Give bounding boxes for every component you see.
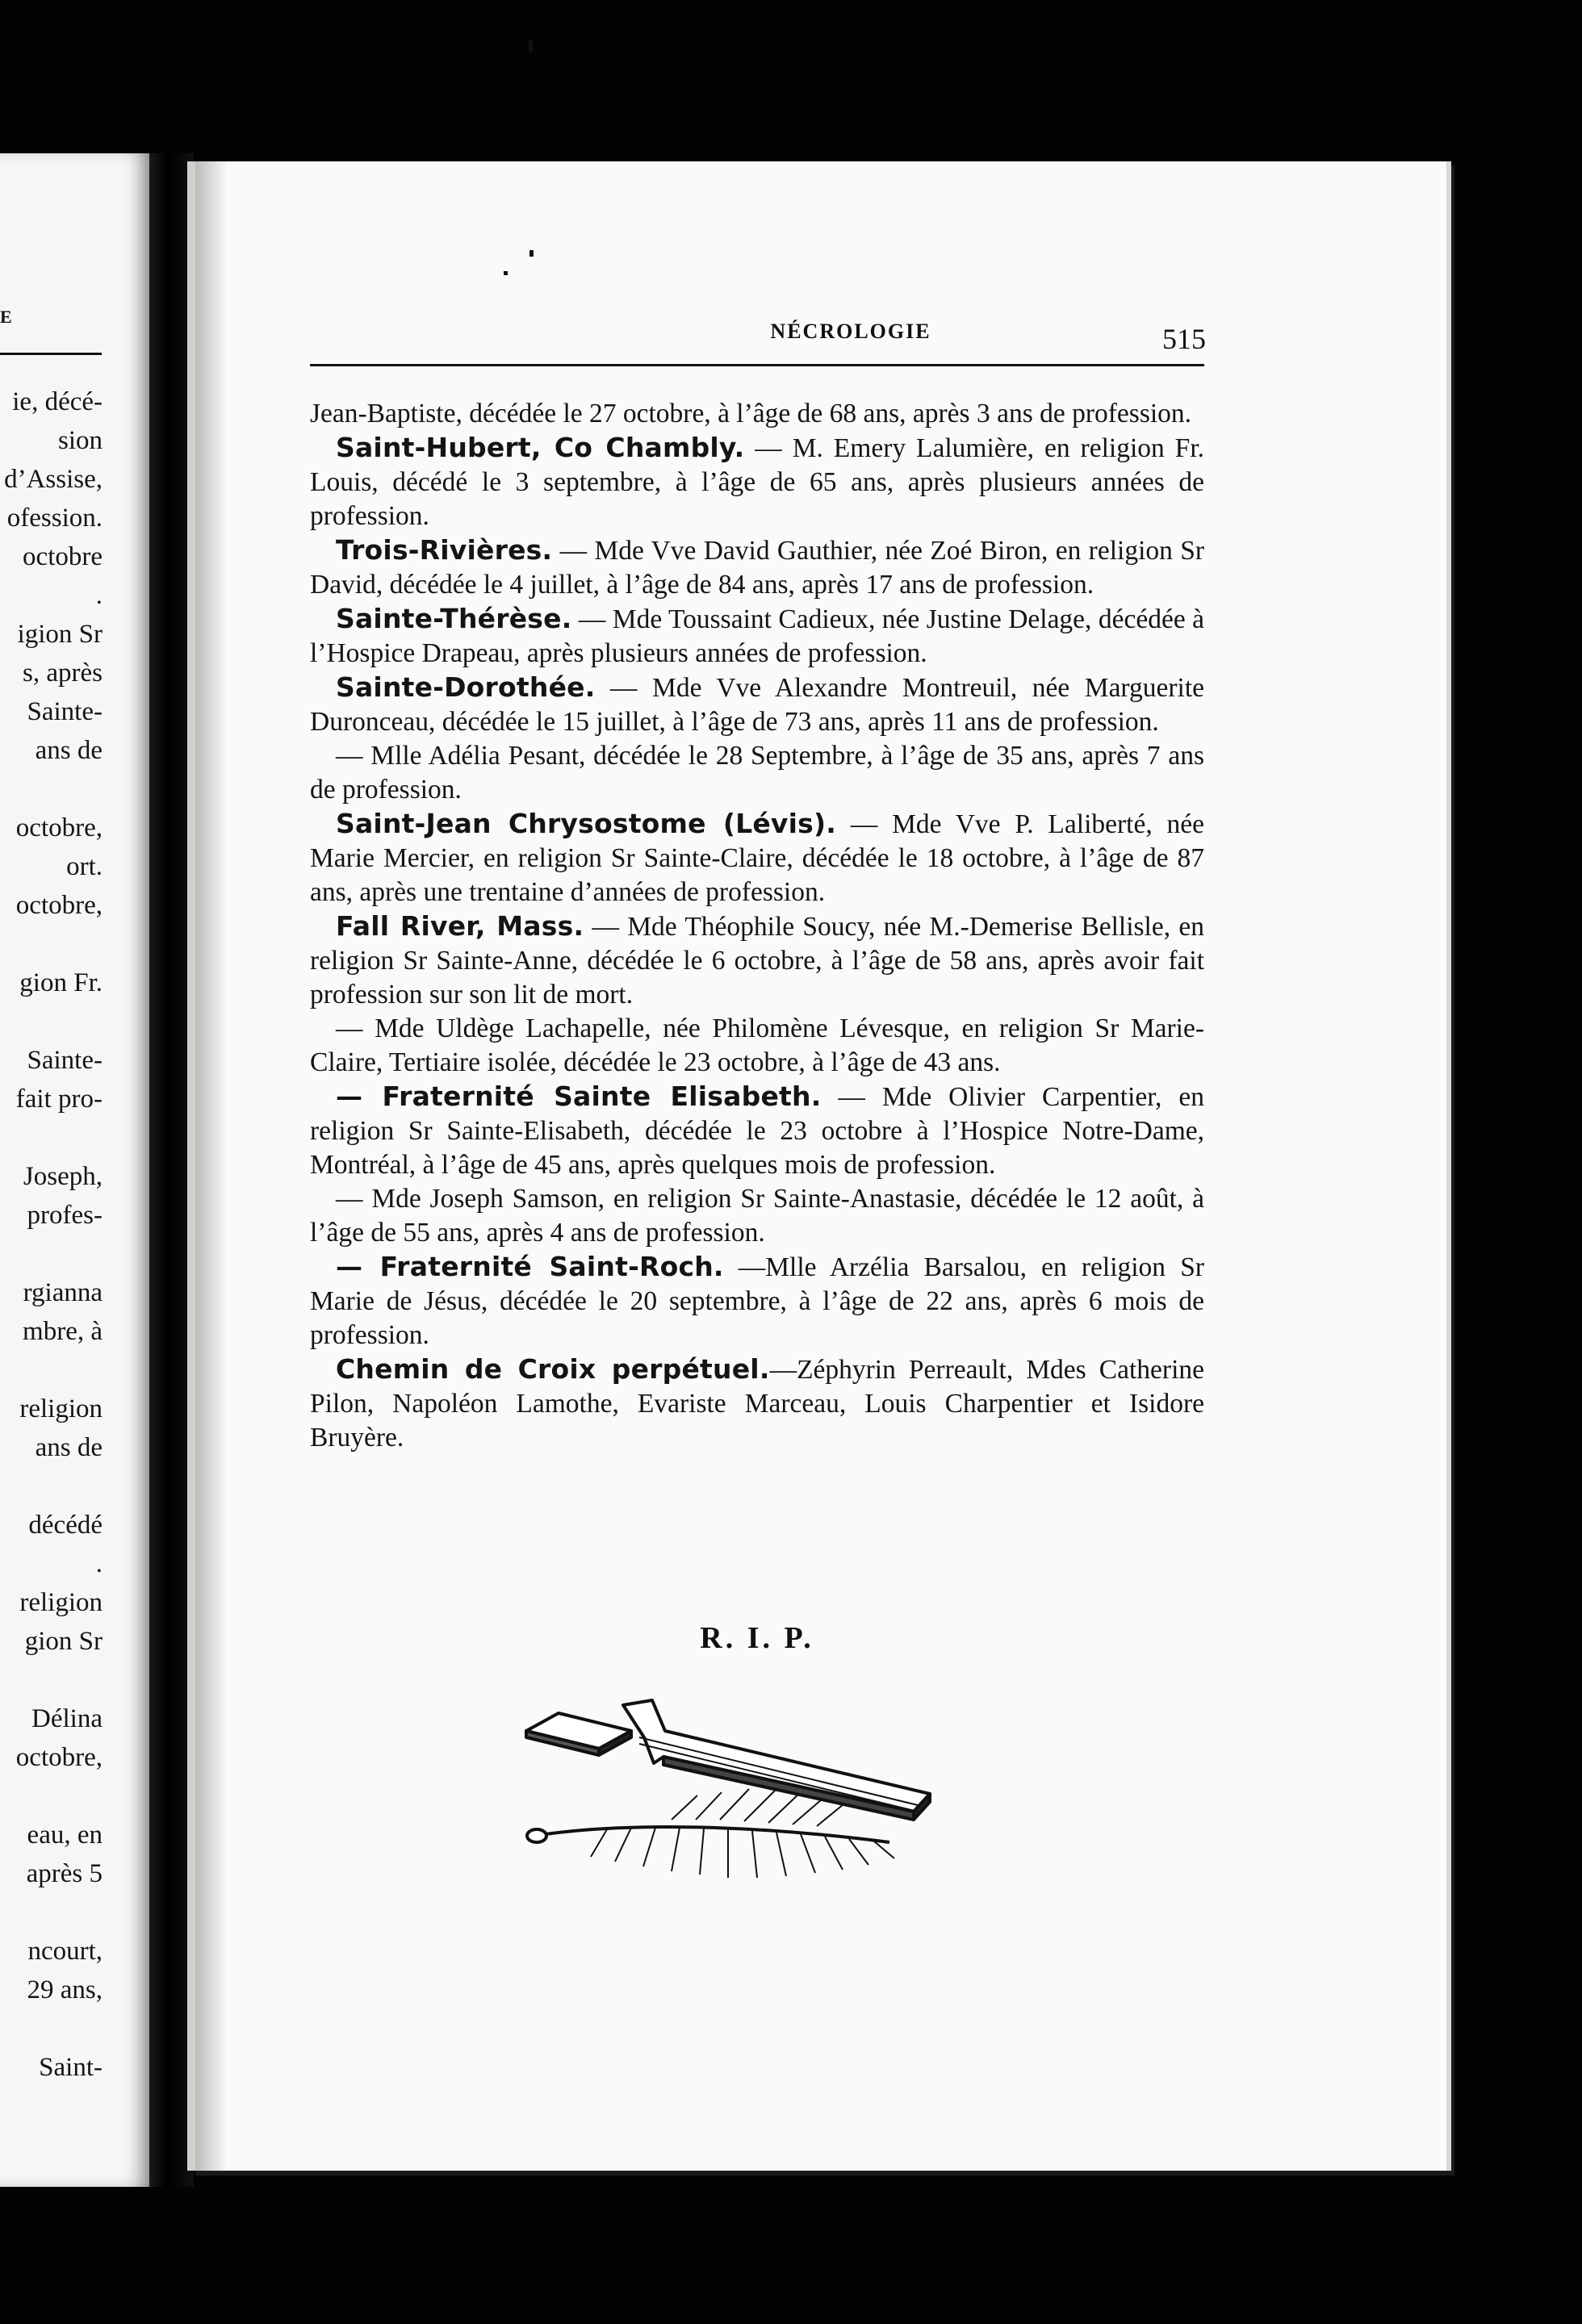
header-rule — [310, 364, 1204, 366]
left-page-line: igion Sr — [17, 620, 103, 649]
left-page-line: gion Sr — [24, 1627, 103, 1656]
left-page-line: profes- — [27, 1201, 103, 1230]
cross-and-palm-ornament — [510, 1699, 1027, 1892]
left-page-line: religion — [19, 1394, 103, 1423]
left-page-line: gion Fr. — [19, 968, 103, 997]
page-header — [195, 320, 1446, 355]
necrology-entry — [310, 909, 1204, 1012]
necrology-entry — [310, 397, 1204, 431]
entry-text: —Mlle Arzélia Barsalou, en religion Sr Marie de Jésus, décédée le 20 septembre, à l’âge de 22 ans, après 6 mois de profession. — [310, 1252, 1204, 1350]
necrology-entry — [310, 431, 1204, 533]
necrology-entry — [310, 739, 1204, 807]
necrology-entry — [310, 807, 1204, 909]
entry-text: — Mde Vve P. Laliberté, née Marie Mercier, en religion Sr Sainte-Claire, décédée le 18 octobre, à l’âge de 87 ans, après une trentaine d’années de profession. — [310, 809, 1204, 907]
left-page-fragment — [0, 153, 149, 2187]
left-page-line: Sainte- — [27, 697, 103, 726]
left-page-line: ans de — [35, 736, 103, 765]
left-page-line: ncourt, — [27, 1937, 103, 1966]
necrology-entry — [310, 602, 1204, 671]
entry-location-heading: Chemin de Croix perpétuel. — [336, 1353, 770, 1385]
left-page-line: après 5 — [26, 1859, 103, 1888]
left-page-line: décédé — [28, 1511, 103, 1540]
necrology-entry — [310, 1352, 1204, 1455]
entry-location-heading: — Fraternité Sainte Elisabeth. — [336, 1080, 822, 1112]
left-page-line: religion — [19, 1588, 103, 1617]
left-page-line: rgianna — [23, 1278, 103, 1307]
running-title: NÉCROLOGIE — [770, 320, 931, 343]
left-page-line: ie, décé- — [12, 387, 103, 416]
rip-closing: R. I. P. — [700, 1621, 814, 1655]
entry-location-heading: Trois-Rivières. — [336, 534, 553, 566]
left-page-line: octobre — [23, 542, 103, 571]
entry-text: — Mde Uldège Lachapelle, née Philomène Lévesque, en religion Sr Marie-Claire, Tertiaire isolée, décédée le 23 octobre, à l’âge de 43 ans. — [310, 1014, 1204, 1077]
left-page-line: octobre, — [15, 813, 103, 842]
left-page-line: Joseph, — [23, 1162, 103, 1191]
left-page-line: mbre, à — [23, 1317, 103, 1346]
left-page-line: ort. — [66, 852, 103, 881]
necrology-entry — [310, 1182, 1204, 1250]
left-page-line: Délina — [31, 1704, 103, 1733]
left-page-header-rule — [0, 353, 102, 355]
necrology-entry — [310, 671, 1204, 739]
left-page-line: d’Assise, — [4, 465, 103, 494]
page-number: 515 — [1162, 323, 1206, 355]
film-speck — [529, 40, 533, 52]
entry-text: — M. Emery Lalumière, en religion Fr. Louis, décédé le 3 septembre, à l’âge de 65 ans, après plusieurs années de profession. — [310, 433, 1204, 531]
necrology-entry — [310, 1250, 1204, 1352]
entry-text: — Mde Toussaint Cadieux, née Justine Delage, décédée à l’Hospice Drapeau, après plusieurs années de profession. — [310, 604, 1204, 668]
film-speck — [504, 271, 508, 275]
entry-location-heading: Saint-Jean Chrysostome (Lévis). — [336, 808, 837, 839]
necrology-entry — [310, 533, 1204, 602]
left-page-line: sion — [57, 426, 103, 455]
left-page-line: Saint- — [39, 2053, 103, 2082]
entry-text: —Zéphyrin Perreault, Mdes Catherine Pilon, Napoléon Lamothe, Evariste Marceau, Louis Charpentier et Isidore Bruyère. — [310, 1355, 1204, 1452]
entry-text: — Mde Théophile Soucy, née M.-Demerise Bellisle, en religion Sr Sainte-Anne, décédée le 6 octobre, à l’âge de 58 ans, après avoir fait profession sur son lit de mort. — [310, 912, 1204, 1009]
entry-location-heading: — Fraternité Saint-Roch. — [336, 1251, 724, 1282]
left-page-line: octobre, — [15, 1743, 103, 1772]
entry-text: — Mlle Adélia Pesant, décédée le 28 Septembre, à l’âge de 35 ans, après 7 ans de profession. — [310, 741, 1204, 805]
book-page — [187, 161, 1446, 2171]
entry-text: — Mde Vve Alexandre Montreuil, née Marguerite Duronceau, décédée le 15 juillet, à l’âge de 73 ans, après 11 ans de profession. — [310, 673, 1204, 737]
left-page-line: fait pro- — [15, 1085, 103, 1114]
entry-text: — Mde Vve David Gauthier, née Zoé Biron, en religion Sr David, décédée le 4 juillet, à l’âge de 84 ans, après 17 ans de profession. — [310, 536, 1204, 600]
entry-location-heading: Sainte-Thérèse. — [336, 603, 572, 634]
left-page-line: eau, en — [27, 1820, 103, 1850]
left-page-line: s, après — [23, 658, 103, 688]
left-page-line: . — [95, 1549, 103, 1578]
entry-location-heading: Sainte-Dorothée. — [336, 671, 596, 703]
left-page-line: 29 ans, — [27, 1975, 103, 2004]
left-page-line: octobre, — [15, 891, 103, 920]
necrology-text — [310, 397, 1204, 1455]
left-page-header-fragment: E — [0, 307, 12, 327]
left-page-line: . — [95, 581, 103, 610]
left-page-line: ofession. — [6, 504, 103, 533]
page-curl-shadow — [195, 161, 228, 2171]
necrology-entry — [310, 1012, 1204, 1080]
entry-location-heading: Fall River, Mass. — [336, 910, 584, 942]
entry-text: — Mde Joseph Samson, en religion Sr Sainte-Anastasie, décédée le 12 août, à l’âge de 55 ans, après 4 ans de profession. — [310, 1184, 1204, 1248]
film-speck — [529, 250, 534, 257]
left-page-line: ans de — [35, 1433, 103, 1462]
entry-location-heading: Saint-Hubert, Co Chambly. — [336, 432, 745, 463]
cross — [526, 1700, 930, 1820]
left-page-line: Sainte- — [27, 1046, 103, 1075]
necrology-entry — [310, 1080, 1204, 1182]
entry-text: — Mde Olivier Carpentier, en religion Sr Sainte-Elisabeth, décédée le 23 octobre à l’Hospice Notre-Dame, Montréal, à l’âge de 45 ans, après quelques mois de profession. — [310, 1082, 1204, 1180]
entry-text: Jean-Baptiste, décédée le 27 octobre, à l’âge de 68 ans, après 3 ans de profession. — [310, 399, 1192, 428]
